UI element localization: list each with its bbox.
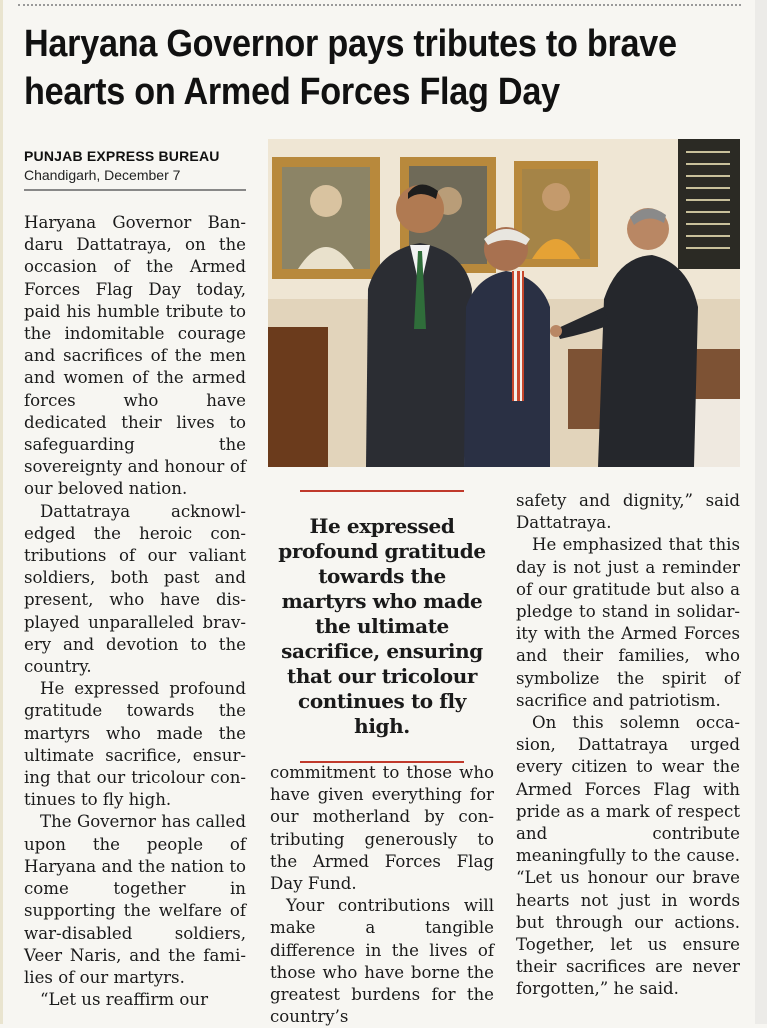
byline-rule [24, 189, 246, 191]
headline: Haryana Governor pays tributes to brave hearts on Armed Forces Flag Day [24, 23, 677, 113]
byline [24, 147, 246, 191]
news-photo [268, 139, 740, 467]
byline-bureau: PUNJAB EXPRESS BUREAU [24, 148, 220, 164]
pull-quote-rule-top [300, 490, 464, 492]
article-column-1 [24, 212, 246, 1011]
honours-board [678, 139, 740, 269]
paragraph: Dattatraya acknowledged the heroic contributions of our valiant soldiers, both past and present, who have displayed unparalleled bravery and devotion to the country. [24, 501, 246, 677]
page-edge-left [0, 0, 3, 1024]
photo-illustration [268, 139, 740, 467]
paragraph: safety and dignity,” said Dattatraya. [516, 491, 740, 533]
paragraph: commitment to those who have given everything for our motherland by contributing generously to the Armed Forces Flag Day Fund. [270, 763, 494, 894]
article-column-3 [516, 490, 740, 1001]
portrait-frame [272, 157, 380, 279]
paragraph: He emphasized that this day is not just a reminder of our gratitude but also a pledge to stand in solidarity with the Armed Forces and their families, who symbolize the spirit of sacrifice and patriotism. [516, 535, 740, 710]
paragraph: Haryana Governor Bandaru Dattatraya, on the occasion of the Armed Forces Flag Day today, paid his humble tribute to the indomitable courage and sacrifices of the men and women of the armed forces who have dedicated their lives to safeguarding the sovereignty and honour of our beloved nation. [24, 213, 246, 499]
paragraph: “Let us reaffirm our [40, 990, 209, 1010]
top-dotted-rule [18, 4, 741, 6]
paragraph: On this solemn occasion, Dattatraya urged every citizen to wear the Armed Forces Flag with pride as a mark of respect and contribute meaningfully to the cause. “Let us honour our brave hearts not just in words but through our actions. Together, let us ensure their sacrifices are never forgotten,” he said. [516, 713, 740, 999]
paragraph: The Governor has called upon the people of Haryana and the nation to come together in supporting the welfare of war-disabled soldiers, Veer Naris, and the families of our martyrs. [24, 812, 246, 987]
page-edge-right [755, 0, 767, 1024]
pull-quote [270, 490, 494, 763]
article-column-2 [270, 762, 494, 1028]
paragraph: Your contributions will make a tangible difference in the lives of those who have borne the greatest burdens for the country’s [270, 896, 494, 1027]
paragraph: He expressed profound gratitude towards the martyrs who made the ultimate sacrifice, ensuring that our tricolour continues to fly high. [24, 679, 246, 810]
pull-quote-text: He expressed profound gratitude towards the martyrs who made the ultimate sacrifice, ensuring that our tricolour continues to fly high. [278, 514, 486, 738]
byline-dateline: Chandigarh, December 7 [24, 167, 181, 183]
